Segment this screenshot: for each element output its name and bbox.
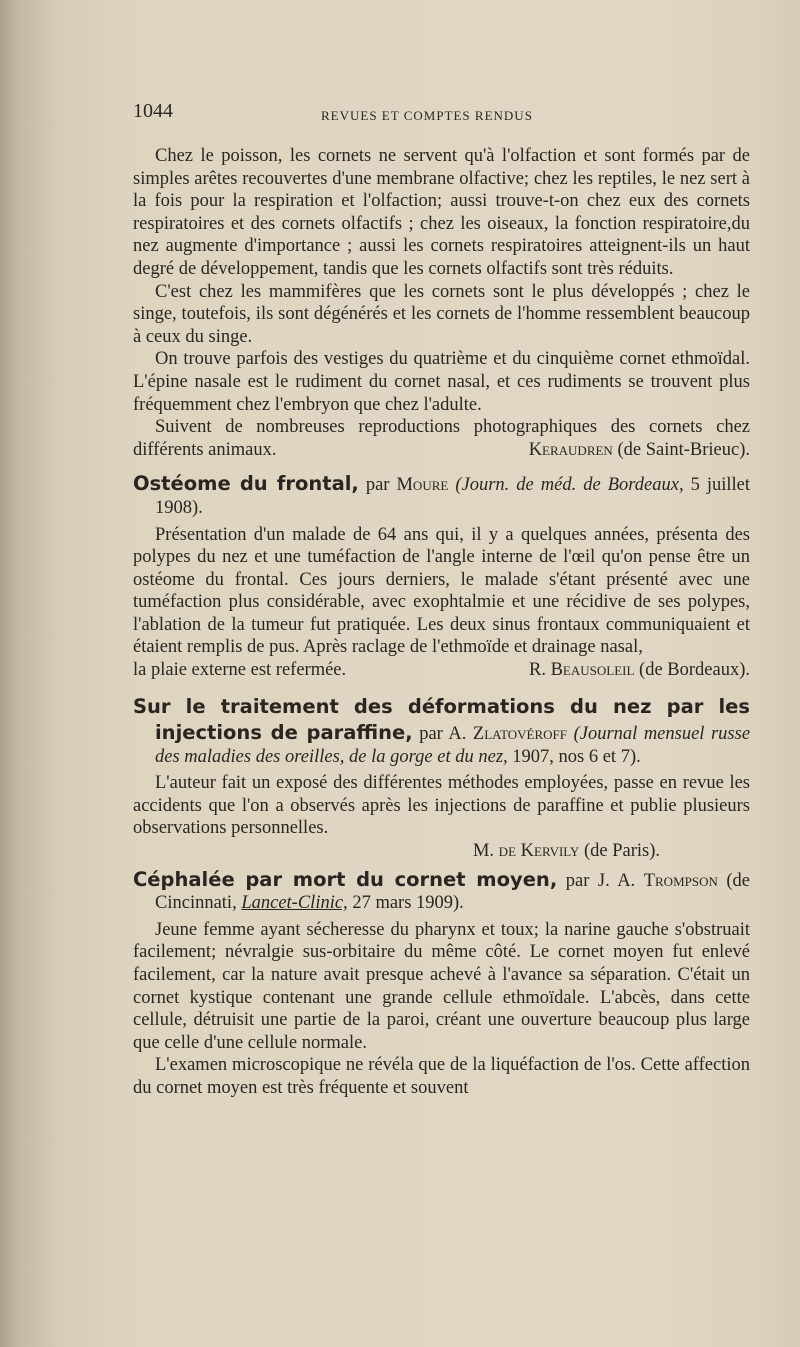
signature [507,439,750,462]
article-date: 1907, nos 6 et 7). [512,746,641,767]
paragraph: L'auteur fait un exposé des différentes méthodes employées, passe en revue les accidents que l'on a observés après les injections de paraffine et publie plusieurs observations personnelles. [133,773,750,839]
article-source: (Journ. de méd. de Bordeaux, [455,475,684,496]
page-header [133,100,750,130]
paragraph [133,416,750,461]
signature [529,659,750,682]
article-heading [133,473,750,519]
paragraph-end [133,659,750,682]
paragraph: Présentation d'un malade de 64 ans qui, il y a quelques années, présenta des polypes du nez et une tuméfaction de l'angle interne de l'œil qu'on pense être un ostéome du frontal. Ces jours derniers, le malade s'étant présenté avec une tuméfaction plus considérable, avec exophtalmie et une récidive de ses polypes, l'ablation de la tumeur fut pratiquée. Les deux sinus frontaux communiquaient et étaient remplis de pus. Après raclage de l'ethmoïde et drainage nasal, [133,524,750,658]
article-title: Ostéome du frontal, [133,472,359,496]
article-heading [133,694,750,769]
signature-place: (de Saint-Brieuc). [617,439,750,460]
paragraph: On trouve parfois des vestiges du quatrième et du cinquième cornet ethmoïdal. L'épine nasale est le rudiment du cornet nasal, et ces rudiments se trouvent plus fréquemment chez l'embryon que chez l'adulte. [133,349,750,415]
article-author: Moure [396,475,449,496]
article-par: par [365,475,390,496]
paragraph: L'examen microscopique ne révéla que de la liquéfaction de l'os. Cette affection du cornet moyen est très fréquente et souvent [133,1055,750,1098]
article-title: Céphalée par mort du cornet moyen, [133,867,558,891]
article-date: 5 juillet 1908). [155,475,751,518]
signature-name: M. de Kervily [472,841,580,862]
article-source: Lancet-Clinic, [241,893,348,914]
paragraph-text: la plaie externe est refermée. [133,660,347,681]
running-head: REVUES ET COMPTES RENDUS [321,108,533,123]
article-title: Sur le traitement des déformations du nez par les injections de paraffine, [133,694,750,744]
paragraph: C'est chez les mammifères que les cornets sont le plus développés ; chez le singe, toutefois, ils sont dégénérés et les cornets de l'homme ressemblent beaucoup à ceux du singe. [133,281,750,347]
signature-place: (de Bordeaux). [639,660,750,681]
page-body [133,145,750,1100]
signature-name: R. Beausoleil [528,660,635,681]
article-author: Trompson [643,870,718,891]
paragraph-text: Suivent de nombreuses reproductions photographiques des cornets chez différents animaux. [133,417,750,460]
paragraph: Chez le poisson, les cornets ne servent qu'à l'olfaction et sont formés par de simples arêtes recouvertes d'une membrane olfactive; chez les reptiles, le nez sert à la fois pour la respiration et l'olfaction; aussi trouve-t-on chez eux des cornets respiratoires et des cornets olfactifs ; chez les oiseaux, la fonction respiratoire,du nez augmente d'importance ; aussi les cornets respiratoires atteignent-ils un haut degré de développement, tandis que les cornets olfactifs sont très réduits. [133,146,750,279]
signature-name: Keraudren [528,439,613,460]
paragraph: Jeune femme ayant sécheresse du pharynx et toux; la narine gauche s'obstruait facilement; névralgie sus-orbitaire du même côté. Le cornet moyen fut enlevé facilement, car la nature avait presque achevé à l'avance sa séparation. C'était un cornet kystique contenant une grande cellule ethmoïdale. L'abcès, dans cette cellule, détruisit une partie de la paroi, créant une ouverture beaucoup plus large que celle d'une cellule normale. [133,919,750,1053]
article-heading [133,869,750,915]
article-author: Zlatovéroff [472,723,568,744]
page-number: 1044 [133,100,173,122]
article-source-plain: (de Cincinnati, [155,870,750,914]
article-source: (Journal mensuel russe des maladies des oreilles, de la gorge et du nez, [155,723,751,767]
article-date: 27 mars 1909). [352,893,464,914]
signature [133,840,750,863]
article-par: par A. [419,723,467,744]
signature-place: (de Paris). [583,841,660,862]
article-par: par J. A. [565,870,636,891]
